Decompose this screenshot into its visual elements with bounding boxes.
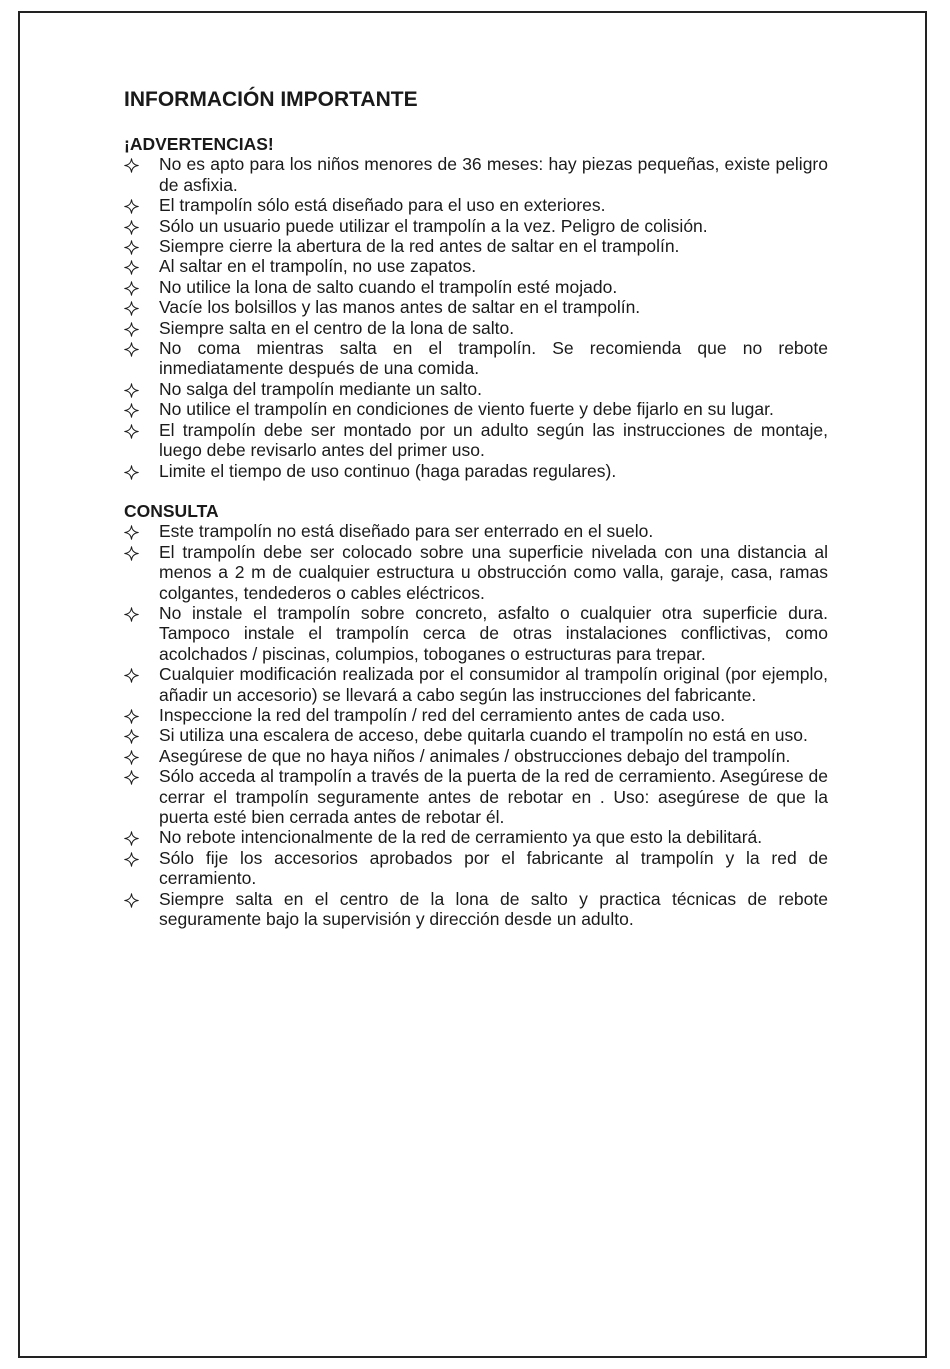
four-point-star-bullet-icon bbox=[124, 239, 139, 254]
list-item-text: Vacíe los bolsillos y las manos antes de saltar en el trampolín. bbox=[159, 297, 641, 318]
list-item bbox=[124, 705, 828, 725]
list-item-text: Cualquier modificación realizada por el consumidor al trampolín original (por ejemplo, añadir un accesorio) se llevará a cabo según las instrucciones del fabricante. bbox=[159, 664, 828, 705]
list-item bbox=[124, 766, 828, 827]
four-point-star-bullet-icon bbox=[124, 198, 139, 213]
document-content bbox=[124, 86, 828, 929]
list-item-text: No utilice la lona de salto cuando el trampolín esté mojado. bbox=[159, 276, 618, 297]
list-item bbox=[124, 216, 828, 236]
list-item bbox=[124, 603, 828, 664]
list-item-text: Siempre salta en el centro de la lona de salto y practica técnicas de rebote seguramente bajo la supervisión y dirección desde un adulto. bbox=[159, 888, 828, 930]
list-item-text: Al saltar en el trampolín, no use zapatos. bbox=[159, 256, 477, 277]
list-item-text: Sólo fije los accesorios aprobados por el fabricante al trampolín y la red de cerramiento. bbox=[159, 847, 828, 889]
four-point-star-bullet-icon bbox=[124, 464, 139, 479]
list-item-text: Limite el tiempo de uso continuo (haga paradas regulares). bbox=[159, 460, 617, 481]
list-item-text: No rebote intencionalmente de la red de cerramiento ya que esto la debilitará. bbox=[159, 827, 763, 848]
list-item bbox=[124, 420, 828, 461]
consulta-heading: CONSULTA bbox=[124, 500, 219, 521]
list-item bbox=[124, 297, 828, 317]
four-point-star-bullet-icon bbox=[124, 749, 139, 764]
list-item bbox=[124, 521, 828, 541]
list-item-text: El trampolín sólo está diseñado para el uso en exteriores. bbox=[159, 195, 606, 216]
four-point-star-bullet-icon bbox=[124, 769, 139, 784]
four-point-star-bullet-icon bbox=[124, 157, 139, 172]
list-item bbox=[124, 889, 828, 930]
list-item-text: Inspeccione la red del trampolín / red del cerramiento antes de cada uso. bbox=[159, 704, 726, 725]
list-item bbox=[124, 664, 828, 705]
list-item-text: Sólo un usuario puede utilizar el trampolín a la vez. Peligro de colisión. bbox=[159, 215, 708, 236]
list-item-text: El trampolín debe ser colocado sobre una superficie nivelada con una distancia al menos a 2 m de cualquier estructura u obstrucción como valla, garaje, casa, ramas colgantes, tendederos o cables eléctricos. bbox=[159, 541, 828, 603]
list-item-text: No utilice el trampolín en condiciones de viento fuerte y debe fijarlo en su lugar. bbox=[159, 399, 774, 420]
list-item-text: No es apto para los niños menores de 36 meses: hay piezas pequeñas, existe peligro de asfixia. bbox=[159, 154, 828, 195]
list-item bbox=[124, 399, 828, 419]
list-item bbox=[124, 318, 828, 338]
list-item bbox=[124, 725, 828, 745]
warnings-heading: ¡ADVERTENCIAS! bbox=[124, 134, 274, 154]
consulta-list bbox=[124, 521, 828, 929]
list-item bbox=[124, 256, 828, 276]
four-point-star-bullet-icon bbox=[124, 606, 139, 621]
four-point-star-bullet-icon bbox=[124, 830, 139, 845]
list-item-text: Siempre salta en el centro de la lona de salto. bbox=[159, 317, 515, 338]
list-item-text: El trampolín debe ser montado por un adulto según las instrucciones de montaje, luego debe revisarlo antes del primer uso. bbox=[159, 419, 828, 461]
four-point-star-bullet-icon bbox=[124, 259, 139, 274]
four-point-star-bullet-icon bbox=[124, 341, 139, 356]
list-item-text: No coma mientras salta en el trampolín. Se recomienda que no rebote inmediatamente después de una comida. bbox=[159, 338, 828, 379]
list-item bbox=[124, 379, 828, 399]
list-item bbox=[124, 461, 828, 481]
list-item bbox=[124, 338, 828, 379]
four-point-star-bullet-icon bbox=[124, 545, 139, 560]
list-item-text: Asegúrese de que no haya niños / animales / obstrucciones debajo del trampolín. bbox=[159, 745, 791, 766]
list-item bbox=[124, 746, 828, 766]
four-point-star-bullet-icon bbox=[124, 402, 139, 417]
page-title: INFORMACIÓN IMPORTANTE bbox=[124, 88, 418, 111]
four-point-star-bullet-icon bbox=[124, 728, 139, 743]
list-item bbox=[124, 195, 828, 215]
list-item-text: No salga del trampolín mediante un salto. bbox=[159, 378, 482, 399]
warnings-section bbox=[124, 134, 828, 481]
list-item-text: Sólo acceda al trampolín a través de la puerta de la red de cerramiento. Asegúrese de cerrar el trampolín seguramente antes de rebotar en . Uso: asegúrese de que la puerta esté bien cerrada antes de rebotar él. bbox=[159, 766, 828, 827]
four-point-star-bullet-icon bbox=[124, 423, 139, 438]
list-item-text: Este trampolín no está diseñado para ser enterrado en el suelo. bbox=[159, 521, 654, 542]
warnings-list bbox=[124, 154, 828, 481]
four-point-star-bullet-icon bbox=[124, 892, 139, 907]
list-item bbox=[124, 827, 828, 847]
consulta-section bbox=[124, 501, 828, 930]
four-point-star-bullet-icon bbox=[124, 280, 139, 295]
list-item-text: Siempre cierre la abertura de la red antes de saltar en el trampolín. bbox=[159, 236, 680, 257]
list-item bbox=[124, 236, 828, 256]
four-point-star-bullet-icon bbox=[124, 382, 139, 397]
four-point-star-bullet-icon bbox=[124, 321, 139, 336]
four-point-star-bullet-icon bbox=[124, 300, 139, 315]
four-point-star-bullet-icon bbox=[124, 708, 139, 723]
four-point-star-bullet-icon bbox=[124, 851, 139, 866]
four-point-star-bullet-icon bbox=[124, 524, 139, 539]
list-item bbox=[124, 277, 828, 297]
list-item bbox=[124, 154, 828, 195]
list-item bbox=[124, 848, 828, 889]
list-item-text: No instale el trampolín sobre concreto, asfalto o cualquier otra superficie dura. Tampoco instale el trampolín cerca de otras instalaciones conflictivas, como acolchados / piscinas, columpios, toboganes o estructuras para trepar. bbox=[159, 602, 828, 664]
list-item-text: Si utiliza una escalera de acceso, debe quitarla cuando el trampolín no está en uso. bbox=[159, 725, 808, 746]
list-item bbox=[124, 542, 828, 603]
four-point-star-bullet-icon bbox=[124, 667, 139, 682]
four-point-star-bullet-icon bbox=[124, 219, 139, 234]
